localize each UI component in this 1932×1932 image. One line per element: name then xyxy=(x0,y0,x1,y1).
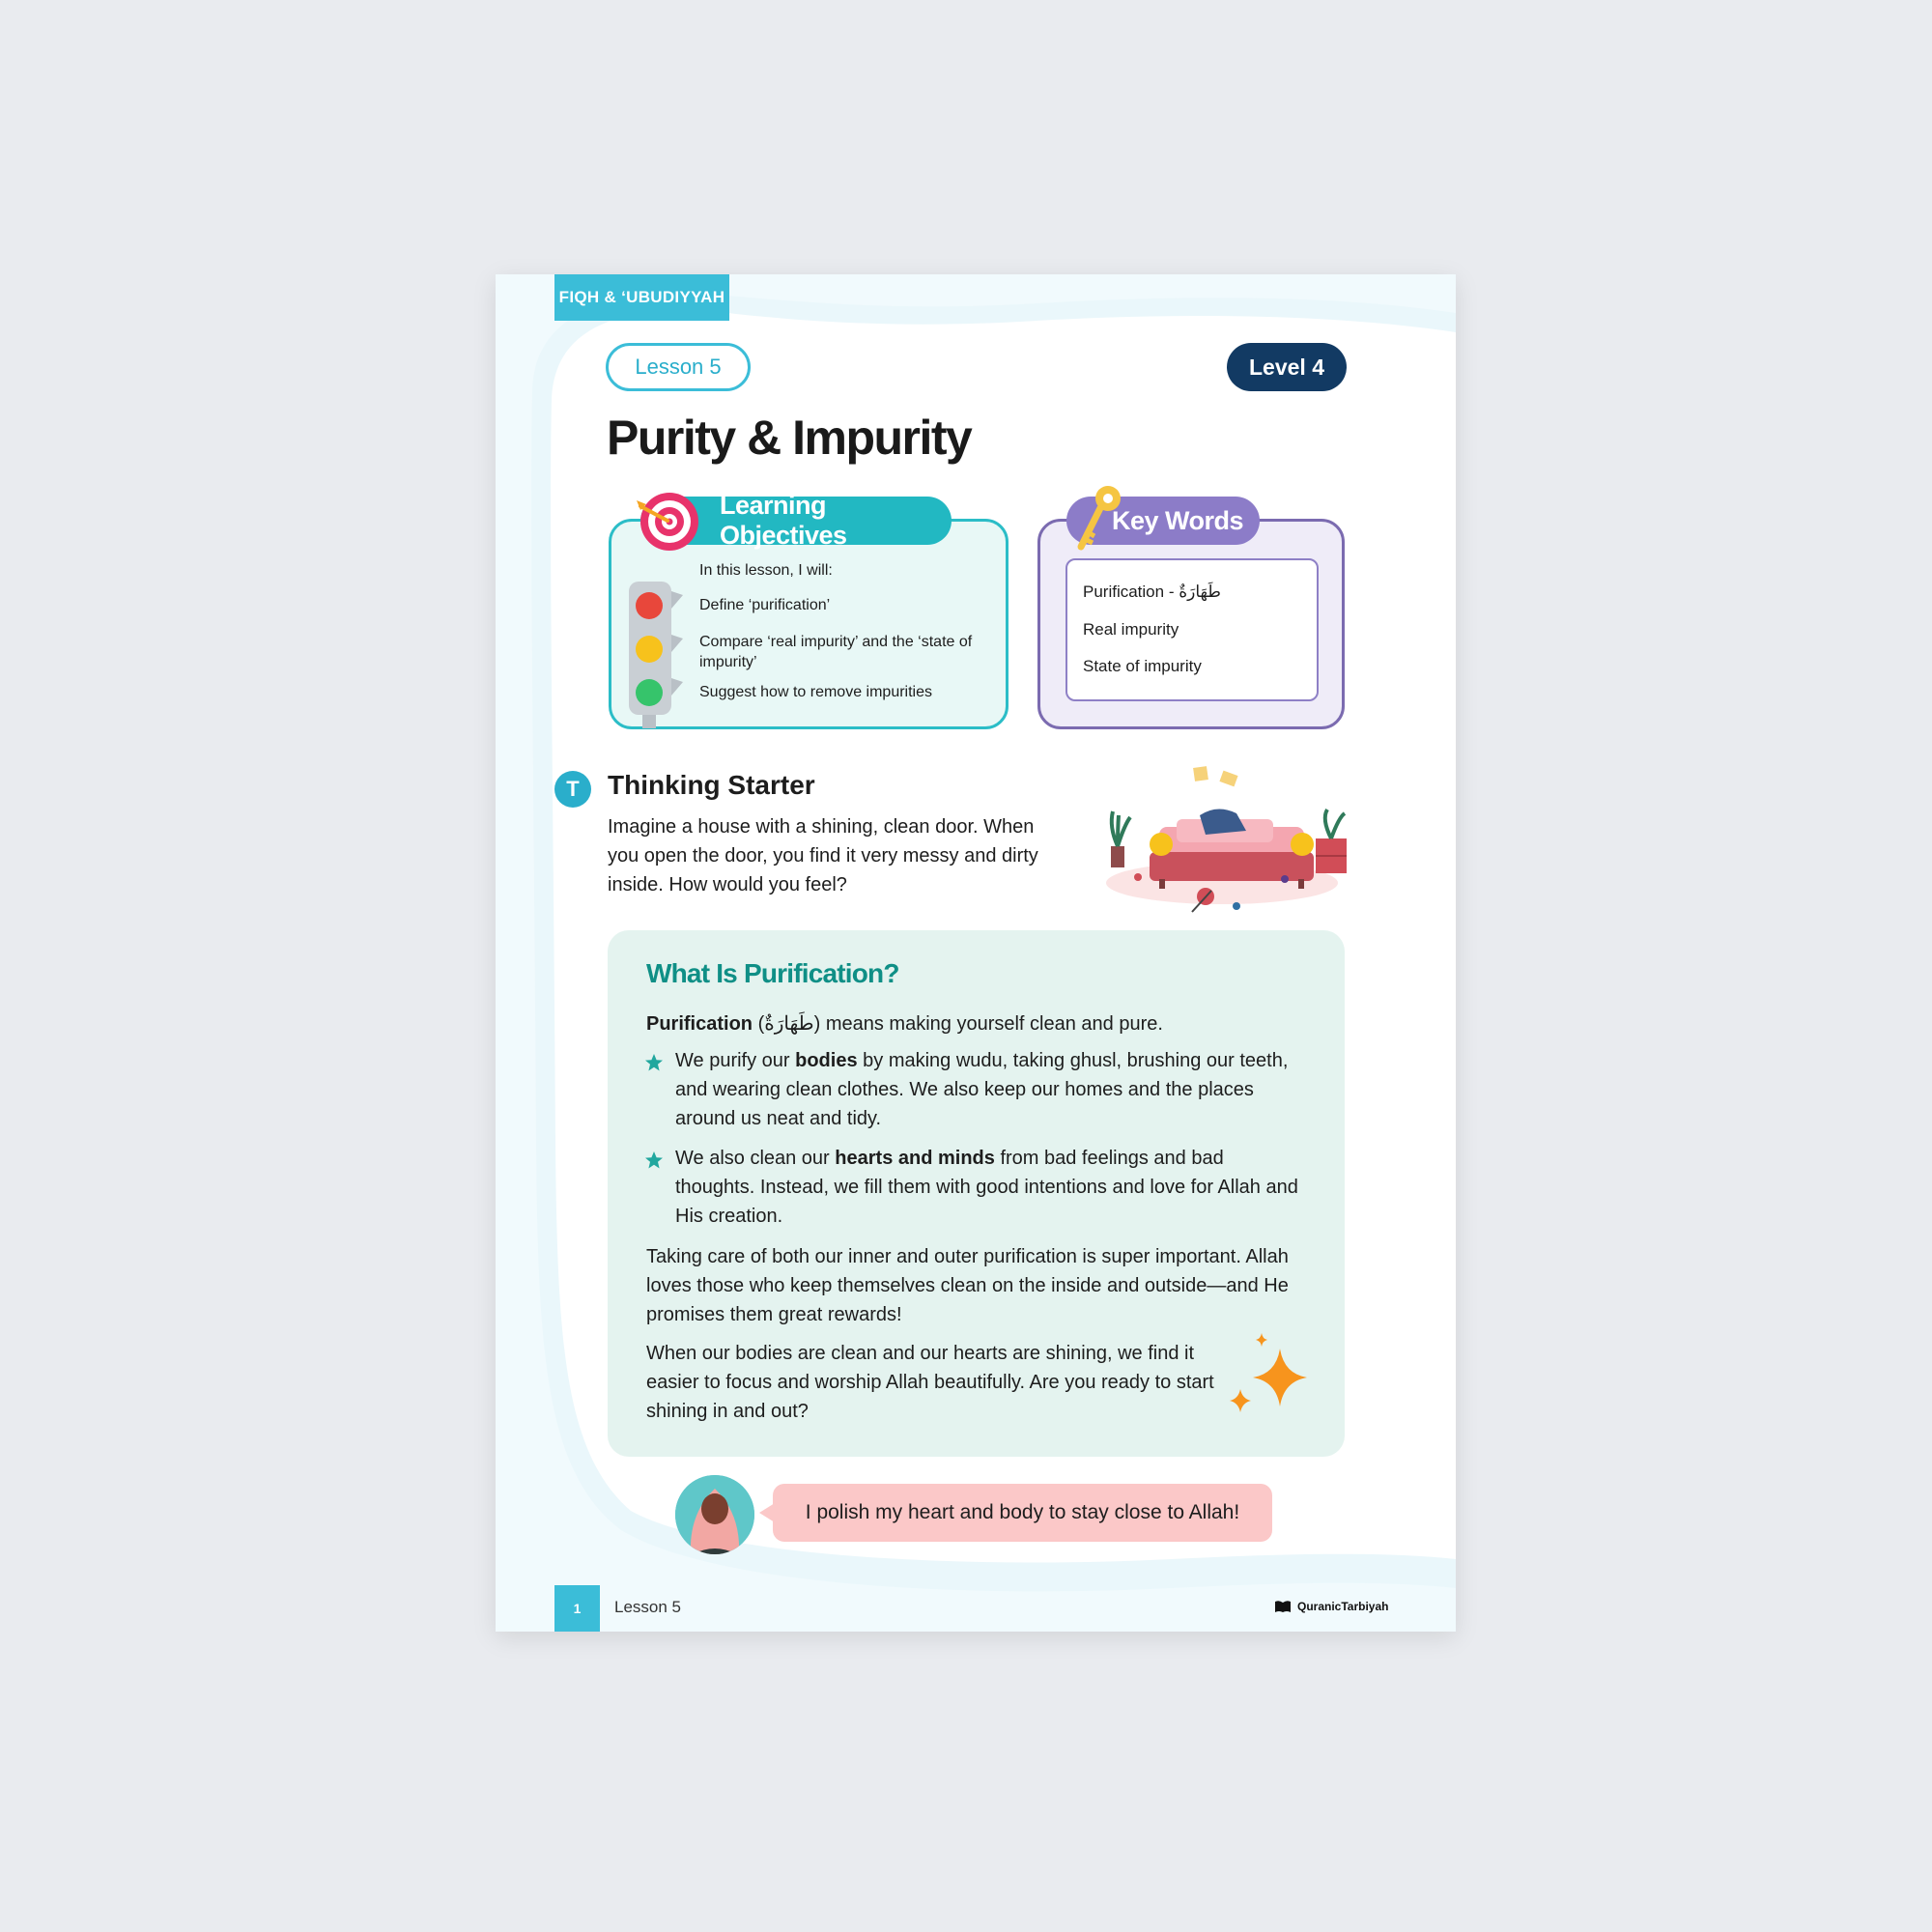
bullet-bold: bodies xyxy=(795,1050,858,1071)
key-icon xyxy=(1073,483,1123,553)
target-icon xyxy=(631,487,698,553)
learning-objectives-header: Learning Objectives xyxy=(640,497,952,545)
traffic-light-red xyxy=(634,590,665,621)
key-word-item: Purification - طَهَارَةٌ xyxy=(1083,582,1221,601)
purification-paragraph: Taking care of both our inner and outer purification is super important. Allah loves those who keep themselves clean on the inside and outside—and He promises them great rewards! xyxy=(646,1246,1289,1325)
worksheet-page xyxy=(496,274,1456,1632)
level-pill: Level 4 xyxy=(1227,343,1347,391)
page-number: 1 xyxy=(554,1585,600,1632)
footer-lesson: Lesson 5 xyxy=(614,1598,681,1616)
brand-logo xyxy=(1274,1600,1388,1613)
purification-paragraph: When our bodies are clean and our hearts are shining, we find it easier to focus and worship Allah beautifully. Are you ready to start shining in and out? xyxy=(646,1343,1214,1422)
objective-item: Compare ‘real impurity’ and the ‘state of impurity’ xyxy=(699,634,973,670)
traffic-light-yellow xyxy=(634,634,665,665)
sparkle-icon xyxy=(1212,1331,1319,1428)
bullet-bold: hearts and minds xyxy=(835,1148,995,1169)
purification-bullet-hearts xyxy=(675,1144,1303,1231)
thinking-starter-body: Imagine a house with a shining, clean door. When you open the door, you find it very messy and dirty inside. How would you feel? xyxy=(608,816,1038,895)
objective-item: Suggest how to remove impurities xyxy=(699,684,932,700)
avatar xyxy=(675,1475,754,1554)
objective-item: Define ‘purification’ xyxy=(699,597,831,613)
definition-arabic: (طَهَارَةٌ) xyxy=(753,1013,826,1035)
bullet-text: We also clean our xyxy=(675,1148,836,1169)
purification-bullet-bodies xyxy=(675,1046,1303,1133)
thinking-starter-title: Thinking Starter xyxy=(608,770,815,800)
bullet-text: by making wudu, taking ghusl, brushing our teeth, and wearing clean clothes. We also keep our homes and the places around us neat and tidy. xyxy=(675,1050,1289,1129)
star-bullet-icon xyxy=(644,1151,664,1170)
key-word-item: State of impurity xyxy=(1083,657,1202,675)
purification-title: What Is Purification? xyxy=(646,958,899,988)
key-word-item: Real impurity xyxy=(1083,620,1179,639)
page-title: Purity & Impurity xyxy=(607,411,972,465)
traffic-light-green xyxy=(634,677,665,708)
book-icon xyxy=(1274,1600,1292,1613)
brand-name: QuranicTarbiyah xyxy=(1297,1600,1389,1613)
messy-room-illustration xyxy=(1092,759,1352,919)
key-words-header: Key Words xyxy=(1066,497,1260,545)
bullet-text: We purify our xyxy=(675,1050,796,1071)
definition-term: Purification xyxy=(646,1013,753,1035)
thinking-starter-icon: T xyxy=(554,771,591,808)
speech-bubble: I polish my heart and body to stay close to Allah! xyxy=(773,1484,1272,1542)
purification-definition xyxy=(646,1009,1322,1038)
definition-text: means making yourself clean and pure. xyxy=(825,1013,1163,1035)
star-bullet-icon xyxy=(644,1053,664,1072)
lesson-pill: Lesson 5 xyxy=(606,343,751,391)
girl-avatar-icon xyxy=(675,1475,754,1554)
bullet-text: from bad feelings and bad thoughts. Instead, we fill them with good intentions and love for Allah and His creation. xyxy=(675,1148,1298,1227)
subject-tab: FIQH & ‘UBUDIYYAH xyxy=(554,274,729,321)
objectives-intro: In this lesson, I will: xyxy=(699,562,833,579)
